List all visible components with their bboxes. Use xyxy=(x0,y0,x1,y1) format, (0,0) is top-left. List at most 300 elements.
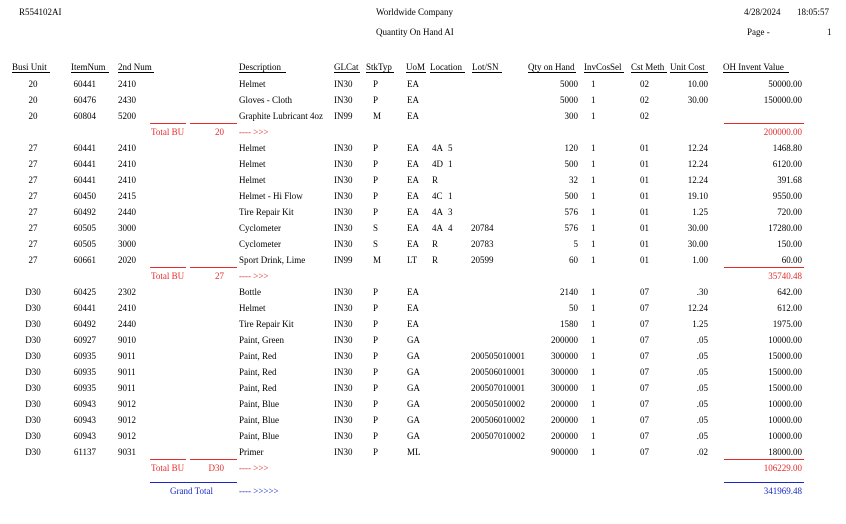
company-name: Worldwide Company xyxy=(376,7,454,17)
cell-lotsn: 20599 xyxy=(471,255,494,265)
col-invcossel: InvCosSel xyxy=(584,62,624,73)
cell-glcat: IN99 xyxy=(334,255,353,265)
total-rule-value xyxy=(724,459,804,460)
cell-glcat: IN30 xyxy=(334,367,353,377)
cell-item-num: 60441 xyxy=(73,159,96,169)
cell-glcat: IN30 xyxy=(334,399,353,409)
cell-invcossel: 1 xyxy=(591,207,596,217)
cell-invcossel: 1 xyxy=(591,143,596,153)
cell-cst-meth: 07 xyxy=(640,367,649,377)
cell-oh-invent-value: 10000.00 xyxy=(768,415,802,425)
cell-oh-invent-value: 10000.00 xyxy=(768,431,802,441)
cell-item-num: 60943 xyxy=(73,415,96,425)
cell-glcat: IN30 xyxy=(334,79,353,89)
cell-oh-invent-value: 6120.00 xyxy=(772,159,802,169)
col-description: Description xyxy=(239,62,286,73)
cell-uom: GA xyxy=(407,335,420,345)
cell-qty-on-hand: 200000 xyxy=(551,399,578,409)
cell-qty-on-hand: 5000 xyxy=(560,95,578,105)
total-bu-value: 35740.48 xyxy=(768,271,802,281)
cell-2nd-num: 9012 xyxy=(118,431,136,441)
cell-unit-cost: .05 xyxy=(696,383,708,393)
cell-busi-unit: D30 xyxy=(25,351,41,361)
col-busi-unit: Busi Unit xyxy=(12,62,50,73)
cell-invcossel: 1 xyxy=(591,287,596,297)
cell-busi-unit: 27 xyxy=(28,143,38,153)
cell-stktyp: P xyxy=(373,383,379,393)
cell-glcat: IN30 xyxy=(334,351,353,361)
total-bu-value: 106229.00 xyxy=(763,463,802,473)
cell-2nd-num: 2410 xyxy=(118,303,136,313)
cell-qty-on-hand: 300 xyxy=(564,111,578,121)
cell-2nd-num: 2020 xyxy=(118,255,136,265)
cell-invcossel: 1 xyxy=(591,303,596,313)
cell-invcossel: 1 xyxy=(591,175,596,185)
report-time: 18:05:57 xyxy=(797,7,830,17)
cell-uom: GA xyxy=(407,367,420,377)
table-row xyxy=(0,397,846,413)
cell-oh-invent-value: 1975.00 xyxy=(772,319,802,329)
cell-unit-cost: 1.25 xyxy=(692,207,708,217)
cell-description: Gloves - Cloth xyxy=(239,95,292,105)
total-bu-code: 27 xyxy=(215,271,224,281)
col-2nd-num: 2nd Num xyxy=(118,62,154,73)
table-row xyxy=(0,445,846,461)
cell-location: R xyxy=(432,255,439,265)
cell-qty-on-hand: 576 xyxy=(564,207,578,217)
table-row xyxy=(0,365,846,381)
cell-2nd-num: 2440 xyxy=(118,207,136,217)
cell-invcossel: 1 xyxy=(591,191,596,201)
cell-glcat: IN30 xyxy=(334,175,353,185)
cell-uom: EA xyxy=(407,303,419,313)
cell-qty-on-hand: 5000 xyxy=(560,79,578,89)
cell-unit-cost: .05 xyxy=(696,351,708,361)
cell-description: Cyclometer xyxy=(239,239,281,249)
page-number: 1 xyxy=(827,27,832,37)
cell-item-num: 60935 xyxy=(73,383,96,393)
table-row xyxy=(0,253,846,269)
cell-oh-invent-value: 10000.00 xyxy=(768,335,802,345)
cell-invcossel: 1 xyxy=(591,367,596,377)
cell-qty-on-hand: 200000 xyxy=(551,431,578,441)
total-rule-label xyxy=(150,459,186,460)
cell-description: Helmet xyxy=(239,143,266,153)
cell-qty-on-hand: 300000 xyxy=(551,367,578,377)
cell-lotsn: 200507010001 xyxy=(471,383,525,393)
cell-item-num: 60441 xyxy=(73,79,96,89)
table-row xyxy=(0,301,846,317)
report-title: Quantity On Hand AI xyxy=(376,27,454,37)
cell-item-num: 60661 xyxy=(73,255,96,265)
total-bu-arrow: ---- >>> xyxy=(239,127,269,137)
cell-lotsn: 200506010001 xyxy=(471,367,525,377)
total-rule-bu xyxy=(190,123,237,124)
cell-cst-meth: 07 xyxy=(640,303,649,313)
cell-qty-on-hand: 1580 xyxy=(560,319,578,329)
cell-item-num: 60441 xyxy=(73,303,96,313)
cell-2nd-num: 9011 xyxy=(118,351,136,361)
table-row xyxy=(0,333,846,349)
cell-cst-meth: 02 xyxy=(640,111,649,121)
cell-qty-on-hand: 300000 xyxy=(551,383,578,393)
cell-unit-cost: 10.00 xyxy=(687,79,708,89)
cell-stktyp: S xyxy=(373,223,379,233)
cell-unit-cost: 30.00 xyxy=(687,239,708,249)
cell-location: R xyxy=(432,175,439,185)
cell-qty-on-hand: 200000 xyxy=(551,415,578,425)
cell-uom: EA xyxy=(407,239,419,249)
cell-uom: EA xyxy=(407,159,419,169)
cell-description: Helmet - Hi Flow xyxy=(239,191,303,201)
cell-oh-invent-value: 10000.00 xyxy=(768,399,802,409)
total-bu-arrow: ---- >>> xyxy=(239,271,269,281)
cell-oh-invent-value: 1468.80 xyxy=(772,143,802,153)
cell-glcat: IN30 xyxy=(334,159,353,169)
cell-oh-invent-value: 391.68 xyxy=(777,175,802,185)
cell-lotsn: 20784 xyxy=(471,223,494,233)
col-uom: UoM xyxy=(406,62,426,72)
cell-glcat: IN30 xyxy=(334,207,353,217)
cell-uom: EA xyxy=(407,175,419,185)
cell-2nd-num: 5200 xyxy=(118,111,136,121)
table-row xyxy=(0,173,846,189)
total-rule-label xyxy=(150,267,186,268)
cell-item-num: 60935 xyxy=(73,351,96,361)
cell-uom: EA xyxy=(407,79,419,89)
cell-glcat: IN30 xyxy=(334,319,353,329)
cell-uom: EA xyxy=(407,111,419,121)
cell-location-bin: 5 xyxy=(448,143,453,153)
cell-oh-invent-value: 642.00 xyxy=(777,287,802,297)
cell-item-num: 60935 xyxy=(73,367,96,377)
cell-stktyp: P xyxy=(373,399,379,409)
col-lotsn: Lot/SN xyxy=(472,62,502,73)
cell-2nd-num: 9031 xyxy=(118,447,136,457)
page-label: Page - xyxy=(747,27,770,37)
cell-busi-unit: D30 xyxy=(25,319,41,329)
table-row xyxy=(0,141,846,157)
table-row xyxy=(0,77,846,93)
cell-stktyp: P xyxy=(373,143,379,153)
cell-invcossel: 1 xyxy=(591,159,596,169)
cell-stktyp: P xyxy=(373,367,379,377)
cell-glcat: IN99 xyxy=(334,111,353,121)
grand-total-value: 341969.48 xyxy=(763,486,802,496)
cell-busi-unit: 27 xyxy=(28,191,38,201)
cell-unit-cost: 12.24 xyxy=(687,159,708,169)
cell-busi-unit: 27 xyxy=(28,255,38,265)
cell-busi-unit: 20 xyxy=(28,95,38,105)
cell-qty-on-hand: 576 xyxy=(564,223,578,233)
cell-cst-meth: 01 xyxy=(640,159,649,169)
cell-2nd-num: 2410 xyxy=(118,175,136,185)
cell-glcat: IN30 xyxy=(334,223,353,233)
cell-qty-on-hand: 50 xyxy=(569,303,578,313)
cell-uom: GA xyxy=(407,383,420,393)
cell-oh-invent-value: 18000.00 xyxy=(768,447,802,457)
cell-uom: EA xyxy=(407,223,419,233)
cell-invcossel: 1 xyxy=(591,383,596,393)
cell-unit-cost: .05 xyxy=(696,415,708,425)
cell-description: Paint, Red xyxy=(239,351,277,361)
cell-stktyp: S xyxy=(373,239,379,249)
cell-busi-unit: D30 xyxy=(25,415,41,425)
total-bu-code: 20 xyxy=(215,127,224,137)
cell-uom: EA xyxy=(407,191,419,201)
cell-2nd-num: 2410 xyxy=(118,79,136,89)
cell-invcossel: 1 xyxy=(591,431,596,441)
cell-uom: EA xyxy=(407,207,419,217)
cell-oh-invent-value: 60.00 xyxy=(781,255,802,265)
cell-busi-unit: 27 xyxy=(28,159,38,169)
cell-lotsn: 200505010001 xyxy=(471,351,525,361)
cell-qty-on-hand: 500 xyxy=(564,191,578,201)
cell-description: Paint, Blue xyxy=(239,431,279,441)
cell-item-num: 60943 xyxy=(73,399,96,409)
total-bu-row xyxy=(0,125,846,141)
cell-glcat: IN30 xyxy=(334,447,353,457)
cell-stktyp: P xyxy=(373,335,379,345)
cell-oh-invent-value: 15000.00 xyxy=(768,367,802,377)
cell-description: Primer xyxy=(239,447,264,457)
cell-2nd-num: 2415 xyxy=(118,191,136,201)
total-bu-arrow: ---- >>> xyxy=(239,463,269,473)
cell-stktyp: P xyxy=(373,159,379,169)
cell-glcat: IN30 xyxy=(334,431,353,441)
total-rule-value xyxy=(724,123,804,124)
cell-uom: GA xyxy=(407,415,420,425)
cell-stktyp: P xyxy=(373,191,379,201)
cell-busi-unit: D30 xyxy=(25,367,41,377)
cell-invcossel: 1 xyxy=(591,79,596,89)
cell-busi-unit: 27 xyxy=(28,239,38,249)
cell-stktyp: P xyxy=(373,79,379,89)
cell-oh-invent-value: 150000.00 xyxy=(763,95,802,105)
cell-2nd-num: 2440 xyxy=(118,319,136,329)
report-id: R554102AI xyxy=(19,7,62,17)
cell-qty-on-hand: 200000 xyxy=(551,335,578,345)
cell-stktyp: P xyxy=(373,351,379,361)
cell-stktyp: P xyxy=(373,319,379,329)
cell-location: 4A xyxy=(432,143,443,153)
cell-glcat: IN30 xyxy=(334,287,353,297)
col-stktyp: StkTyp xyxy=(366,62,394,73)
cell-item-num: 60943 xyxy=(73,431,96,441)
cell-oh-invent-value: 612.00 xyxy=(777,303,802,313)
cell-cst-meth: 01 xyxy=(640,223,649,233)
cell-item-num: 60927 xyxy=(73,335,96,345)
cell-stktyp: P xyxy=(373,447,379,457)
cell-oh-invent-value: 50000.00 xyxy=(768,79,802,89)
cell-uom: ML xyxy=(407,447,421,457)
cell-description: Bottle xyxy=(239,287,261,297)
col-item-num: ItemNum xyxy=(71,62,109,73)
cell-busi-unit: 27 xyxy=(28,175,38,185)
cell-glcat: IN30 xyxy=(334,303,353,313)
table-row xyxy=(0,189,846,205)
cell-invcossel: 1 xyxy=(591,399,596,409)
cell-cst-meth: 07 xyxy=(640,431,649,441)
cell-cst-meth: 02 xyxy=(640,95,649,105)
cell-cst-meth: 01 xyxy=(640,255,649,265)
cell-unit-cost: 12.24 xyxy=(687,143,708,153)
cell-2nd-num: 9011 xyxy=(118,383,136,393)
cell-location: 4C xyxy=(432,191,443,201)
cell-description: Paint, Red xyxy=(239,383,277,393)
cell-location: R xyxy=(432,239,439,249)
table-row xyxy=(0,221,846,237)
cell-cst-meth: 07 xyxy=(640,399,649,409)
cell-location: 4A xyxy=(432,207,443,217)
cell-item-num: 60476 xyxy=(73,95,96,105)
cell-unit-cost: .30 xyxy=(696,287,708,297)
cell-unit-cost: 30.00 xyxy=(687,223,708,233)
cell-stktyp: P xyxy=(373,415,379,425)
cell-invcossel: 1 xyxy=(591,447,596,457)
cell-lotsn: 200507010002 xyxy=(471,431,525,441)
cell-uom: EA xyxy=(407,319,419,329)
cell-oh-invent-value: 9550.00 xyxy=(772,191,802,201)
cell-cst-meth: 07 xyxy=(640,319,649,329)
table-row xyxy=(0,205,846,221)
cell-location-bin: 4 xyxy=(448,223,453,233)
cell-oh-invent-value: 15000.00 xyxy=(768,351,802,361)
cell-invcossel: 1 xyxy=(591,111,596,121)
cell-stktyp: M xyxy=(373,111,382,121)
cell-cst-meth: 07 xyxy=(640,335,649,345)
cell-uom: GA xyxy=(407,399,420,409)
cell-item-num: 60425 xyxy=(73,287,96,297)
total-bu-row xyxy=(0,461,846,477)
cell-busi-unit: D30 xyxy=(25,383,41,393)
total-bu-label: Total BU xyxy=(151,463,185,473)
grand-total-arrow: ---- >>>>> xyxy=(239,486,279,496)
cell-item-num: 61137 xyxy=(73,447,96,457)
table-row xyxy=(0,429,846,445)
cell-stktyp: P xyxy=(373,207,379,217)
cell-unit-cost: 12.24 xyxy=(687,175,708,185)
cell-glcat: IN30 xyxy=(334,143,353,153)
cell-cst-meth: 07 xyxy=(640,351,649,361)
cell-2nd-num: 9011 xyxy=(118,367,136,377)
cell-2nd-num: 2302 xyxy=(118,287,136,297)
table-row xyxy=(0,285,846,301)
col-glcat: GLCat xyxy=(334,62,359,72)
total-bu-code: D30 xyxy=(208,463,224,473)
cell-unit-cost: 1.25 xyxy=(692,319,708,329)
cell-invcossel: 1 xyxy=(591,351,596,361)
cell-busi-unit: 20 xyxy=(28,79,38,89)
cell-unit-cost: .02 xyxy=(696,447,708,457)
cell-invcossel: 1 xyxy=(591,335,596,345)
total-bu-value: 200000.00 xyxy=(763,127,802,137)
cell-cst-meth: 01 xyxy=(640,175,649,185)
cell-busi-unit: D30 xyxy=(25,399,41,409)
grand-total-label: Grand Total xyxy=(170,486,213,496)
cell-cst-meth: 01 xyxy=(640,207,649,217)
cell-lotsn: 20783 xyxy=(471,239,494,249)
cell-uom: GA xyxy=(407,431,420,441)
cell-description: Cyclometer xyxy=(239,223,281,233)
col-cst-meth: Cst Meth xyxy=(631,62,667,73)
cell-oh-invent-value: 720.00 xyxy=(777,207,802,217)
cell-qty-on-hand: 32 xyxy=(569,175,578,185)
table-row xyxy=(0,157,846,173)
cell-cst-meth: 02 xyxy=(640,79,649,89)
cell-stktyp: M xyxy=(373,255,382,265)
cell-cst-meth: 01 xyxy=(640,143,649,153)
cell-invcossel: 1 xyxy=(591,223,596,233)
grand-total-underline-right xyxy=(724,482,804,483)
col-oh-invent-value: OH Invent Value xyxy=(723,62,789,73)
cell-qty-on-hand: 300000 xyxy=(551,351,578,361)
cell-lotsn: 200505010002 xyxy=(471,399,525,409)
cell-description: Helmet xyxy=(239,79,266,89)
cell-stktyp: P xyxy=(373,303,379,313)
cell-lotsn: 200506010002 xyxy=(471,415,525,425)
cell-qty-on-hand: 900000 xyxy=(551,447,578,457)
cell-location: 4D xyxy=(432,159,443,169)
cell-description: Helmet xyxy=(239,159,266,169)
cell-item-num: 60441 xyxy=(73,143,96,153)
table-row xyxy=(0,317,846,333)
cell-item-num: 60450 xyxy=(73,191,96,201)
cell-uom: EA xyxy=(407,143,419,153)
grand-total-underline-left xyxy=(150,482,237,483)
cell-item-num: 60492 xyxy=(73,319,96,329)
report-date: 4/28/2024 xyxy=(744,7,781,17)
cell-busi-unit: 27 xyxy=(28,207,38,217)
cell-location-bin: 3 xyxy=(448,207,453,217)
cell-glcat: IN30 xyxy=(334,335,353,345)
cell-glcat: IN30 xyxy=(334,191,353,201)
cell-item-num: 60441 xyxy=(73,175,96,185)
col-location: Location xyxy=(430,62,465,73)
cell-location-bin: 1 xyxy=(448,159,453,169)
cell-stktyp: P xyxy=(373,175,379,185)
cell-busi-unit: D30 xyxy=(25,335,41,345)
cell-qty-on-hand: 120 xyxy=(564,143,578,153)
cell-description: Helmet xyxy=(239,303,266,313)
cell-cst-meth: 01 xyxy=(640,239,649,249)
cell-qty-on-hand: 5 xyxy=(573,239,578,249)
cell-2nd-num: 3000 xyxy=(118,239,136,249)
cell-description: Paint, Blue xyxy=(239,399,279,409)
cell-description: Paint, Green xyxy=(239,335,284,345)
cell-cst-meth: 07 xyxy=(640,383,649,393)
cell-qty-on-hand: 500 xyxy=(564,159,578,169)
table-row xyxy=(0,93,846,109)
cell-2nd-num: 9012 xyxy=(118,399,136,409)
cell-busi-unit: 27 xyxy=(28,223,38,233)
cell-uom: EA xyxy=(407,95,419,105)
cell-busi-unit: 20 xyxy=(28,111,38,121)
cell-item-num: 60505 xyxy=(73,239,96,249)
cell-glcat: IN30 xyxy=(334,239,353,249)
cell-stktyp: P xyxy=(373,431,379,441)
cell-uom: LT xyxy=(407,255,418,265)
cell-uom: GA xyxy=(407,351,420,361)
cell-description: Sport Drink, Lime xyxy=(239,255,306,265)
total-bu-label: Total BU xyxy=(151,127,185,137)
cell-cst-meth: 07 xyxy=(640,447,649,457)
cell-item-num: 60505 xyxy=(73,223,96,233)
cell-2nd-num: 9010 xyxy=(118,335,136,345)
cell-description: Graphite Lubricant 4oz xyxy=(239,111,323,121)
cell-cst-meth: 07 xyxy=(640,287,649,297)
cell-busi-unit: D30 xyxy=(25,447,41,457)
